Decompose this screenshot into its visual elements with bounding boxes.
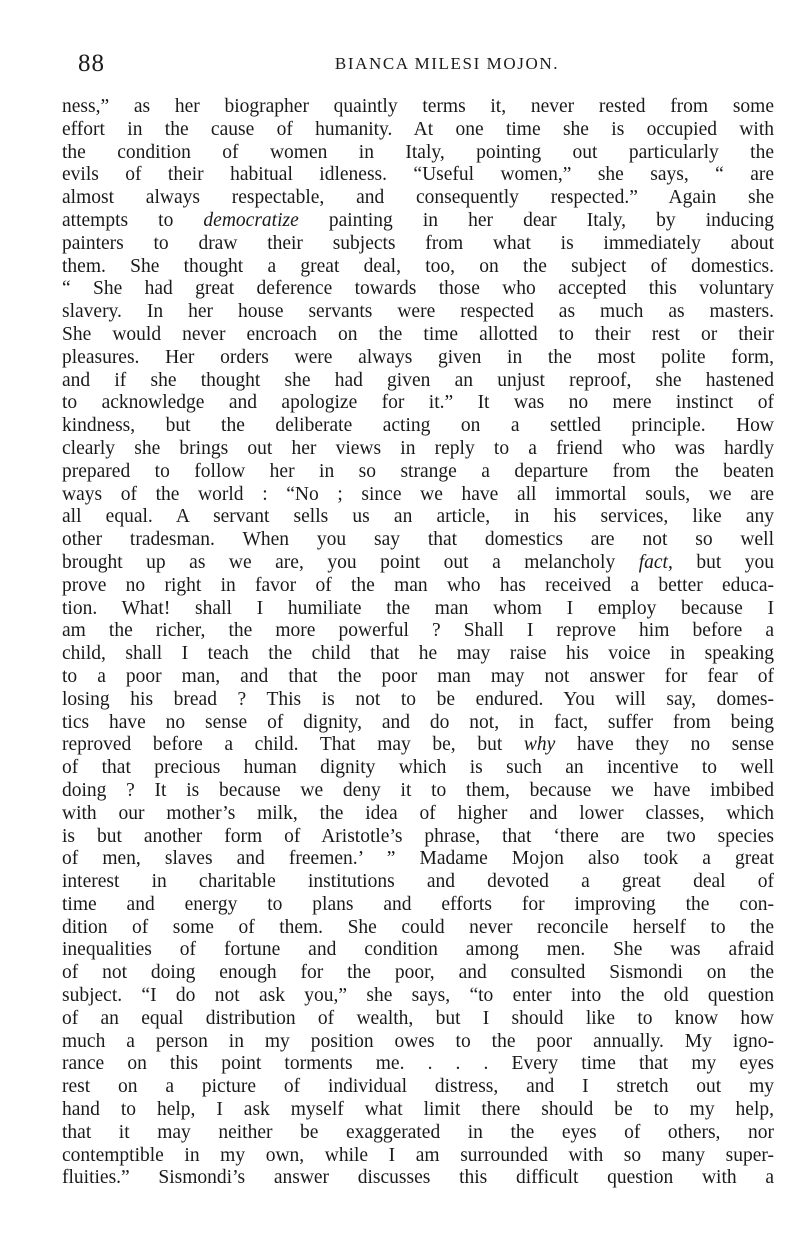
text-line: “ She had great deference towards those who accepted this voluntary xyxy=(62,278,774,300)
text-line: and if she thought she had given an unjust reproof, she hastened xyxy=(62,369,774,391)
body-text xyxy=(62,96,774,1190)
running-head: BIANCA MILESI MOJON. xyxy=(334,54,560,73)
text-line: She would never encroach on the time allotted to their rest or their xyxy=(62,323,774,345)
text-line: ways of the world : “No ; since we have all immortal souls, we are xyxy=(62,483,774,505)
text-line: of men, slaves and freemen.’ ” Madame Mojon also took a great xyxy=(62,848,774,870)
text-line: prove no right in favor of the man who has received a better educa- xyxy=(62,574,774,596)
text-line: prepared to follow her in so strange a departure from the beaten xyxy=(62,460,774,482)
text-line: with our mother’s milk, the idea of higher and lower classes, which xyxy=(62,802,774,824)
text-line: kindness, but the deliberate acting on a settled principle. How xyxy=(62,415,774,437)
text-line: to acknowledge and apologize for it.” It was no mere instinct of xyxy=(62,392,774,414)
text-line: subject. “I do not ask you,” she says, “to enter into the old question xyxy=(62,985,774,1007)
text-line: them. She thought a great deal, too, on the subject of domestics. xyxy=(62,255,774,277)
text-line: contemptible in my own, while I am surrounded with so many super- xyxy=(62,1144,774,1166)
text-line: almost always respectable, and consequently respected.” Again she xyxy=(62,187,774,209)
text-line: dition of some of them. She could never reconcile herself to the xyxy=(62,916,774,938)
text-line: tics have no sense of dignity, and do not, in fact, suffer from being xyxy=(62,711,774,733)
text-line: child, shall I teach the child that he may raise his voice in speaking xyxy=(62,643,774,665)
page-header xyxy=(78,44,776,84)
text-line: losing his bread ? This is not to be endured. You will say, domes- xyxy=(62,688,774,710)
text-line: hand to help, I ask myself what limit there should be to my help, xyxy=(62,1099,774,1121)
text-line: evils of their habitual idleness. “Useful women,” she says, “ are xyxy=(62,164,774,186)
text-line: the condition of women in Italy, pointing out particularly the xyxy=(62,141,774,163)
text-line: rest on a picture of individual distress, and I stretch out my xyxy=(62,1076,774,1098)
text-line: attempts to democratize painting in her dear Italy, by inducing xyxy=(62,209,774,231)
text-line: pleasures. Her orders were always given in the most polite form, xyxy=(62,346,774,368)
text-line: inequalities of fortune and condition among men. She was afraid xyxy=(62,939,774,961)
text-line: doing ? It is because we deny it to them, because we have imbibed xyxy=(62,779,774,801)
text-line: of an equal distribution of wealth, but I should like to know how xyxy=(62,1007,774,1029)
text-line: that it may neither be exaggerated in the eyes of others, nor xyxy=(62,1121,774,1143)
text-line: fluities.” Sismondi’s answer discusses this difficult question with a xyxy=(62,1167,774,1189)
text-line: effort in the cause of humanity. At one time she is occupied with xyxy=(62,118,774,140)
text-line: interest in charitable institutions and devoted a great deal of xyxy=(62,871,774,893)
text-line: is but another form of Aristotle’s phrase, that ‘there are two species xyxy=(62,825,774,847)
text-line: clearly she brings out her views in reply to a friend who was hardly xyxy=(62,437,774,459)
text-line: reproved before a child. That may be, but why have they no sense xyxy=(62,734,774,756)
text-line: of not doing enough for the poor, and consulted Sismondi on the xyxy=(62,962,774,984)
text-line: other tradesman. When you say that domestics are not so well xyxy=(62,529,774,551)
text-line: slavery. In her house servants were respected as much as masters. xyxy=(62,301,774,323)
text-line: brought up as we are, you point out a melancholy fact, but you xyxy=(62,551,774,573)
page-number: 88 xyxy=(78,50,105,77)
text-line: to a poor man, and that the poor man may not answer for fear of xyxy=(62,665,774,687)
text-line: much a person in my position owes to the poor annually. My igno- xyxy=(62,1030,774,1052)
text-line: rance on this point torments me. . . . Every time that my eyes xyxy=(62,1053,774,1075)
text-line: time and energy to plans and efforts for improving the con- xyxy=(62,893,774,915)
text-line: of that precious human dignity which is such an incentive to well xyxy=(62,757,774,779)
text-line: all equal. A servant sells us an article, in his services, like any xyxy=(62,506,774,528)
text-line: am the richer, the more powerful ? Shall I reprove him before a xyxy=(62,620,774,642)
text-line: tion. What! shall I humiliate the man whom I employ because I xyxy=(62,597,774,619)
text-line: ness,” as her biographer quaintly terms it, never rested from some xyxy=(62,96,774,117)
text-line: painters to draw their subjects from what is immediately about xyxy=(62,232,774,254)
